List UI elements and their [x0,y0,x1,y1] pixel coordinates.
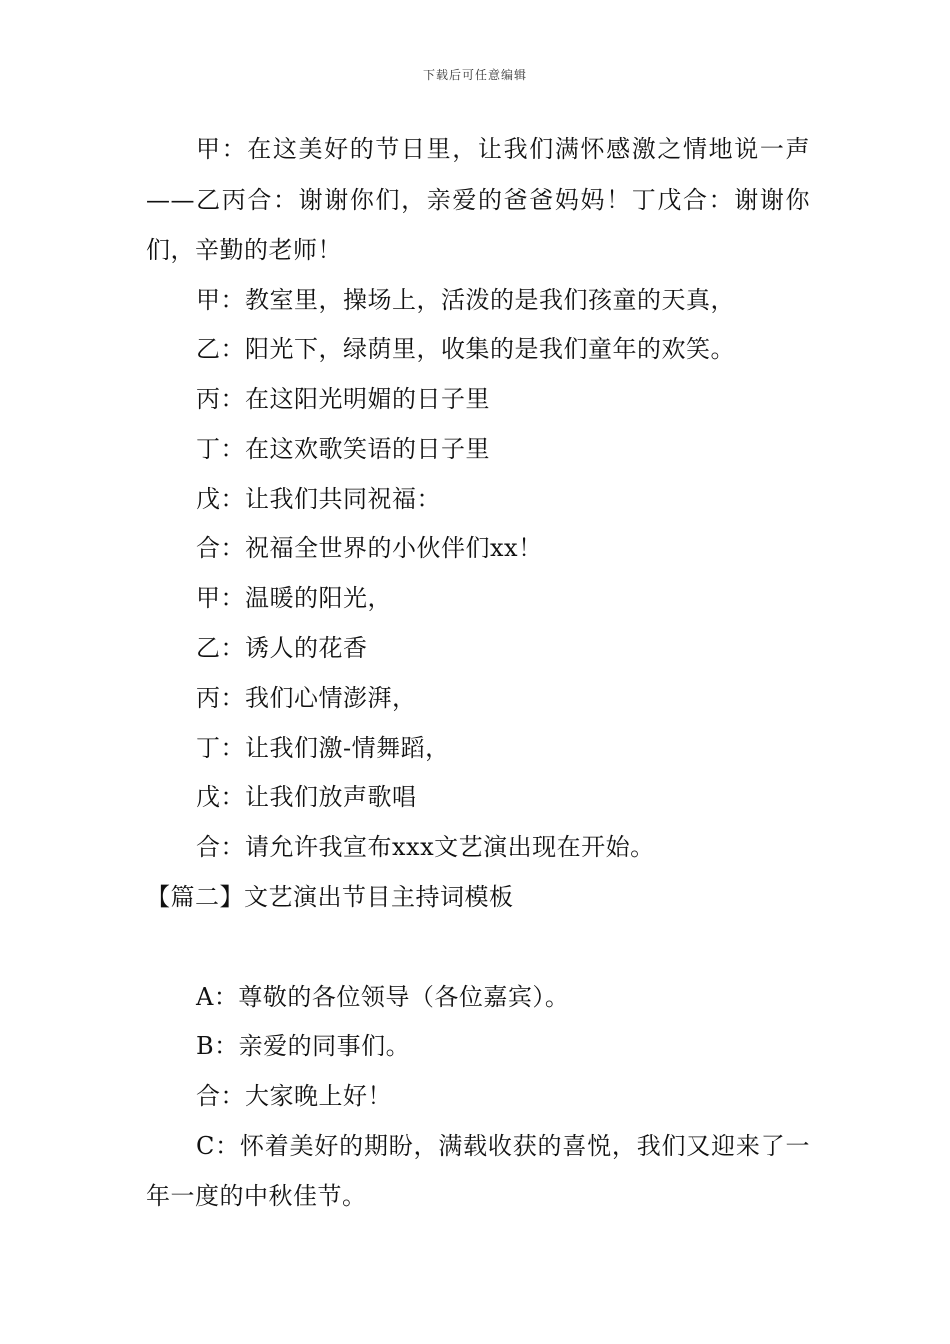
paragraph: 丙：我们心情澎湃， [196,683,417,712]
paragraph: 丙：在这阳光明媚的日子里 [196,385,490,414]
paragraph: 乙：诱人的花香 [196,634,368,663]
blank-line [146,923,810,973]
document-body [146,124,810,1222]
paragraph: 合：大家晚上好！ [196,1082,392,1111]
page-header: 下载后可任意编辑 [422,68,527,82]
paragraph: 合：请允许我宣布xxx文艺演出现在开始。 [196,833,655,862]
paragraph: C：怀着美好的期盼，满载收获的喜悦，我们又迎来了一年一度的中秋佳节。 [146,1132,810,1210]
paragraph: 戊：让我们共同祝福： [196,484,441,513]
section-heading: 【篇二】文艺演出节目主持词模板 [146,883,514,912]
paragraph: 丁：让我们激-情舞蹈， [196,733,450,762]
paragraph: 戊：让我们放声歌唱 [196,783,417,812]
paragraph: 合：祝福全世界的小伙伴们xx！ [196,534,543,563]
paragraph: B：亲爱的同事们。 [196,1032,411,1061]
paragraph: 甲：教室里，操场上，活泼的是我们孩童的天真， [196,285,735,314]
paragraph: A：尊敬的各位领导（各位嘉宾）。 [196,982,570,1011]
paragraph: 甲：在这美好的节日里，让我们满怀感激之情地说一声——乙丙合：谢谢你们，亲爱的爸爸妈妈！丁戊合：谢谢你们，辛勤的老师！ [146,135,810,264]
paragraph: 乙：阳光下，绿荫里，收集的是我们童年的欢笑。 [196,335,735,364]
paragraph: 丁：在这欢歌笑语的日子里 [196,434,490,463]
paragraph: 甲：温暖的阳光， [196,584,392,613]
